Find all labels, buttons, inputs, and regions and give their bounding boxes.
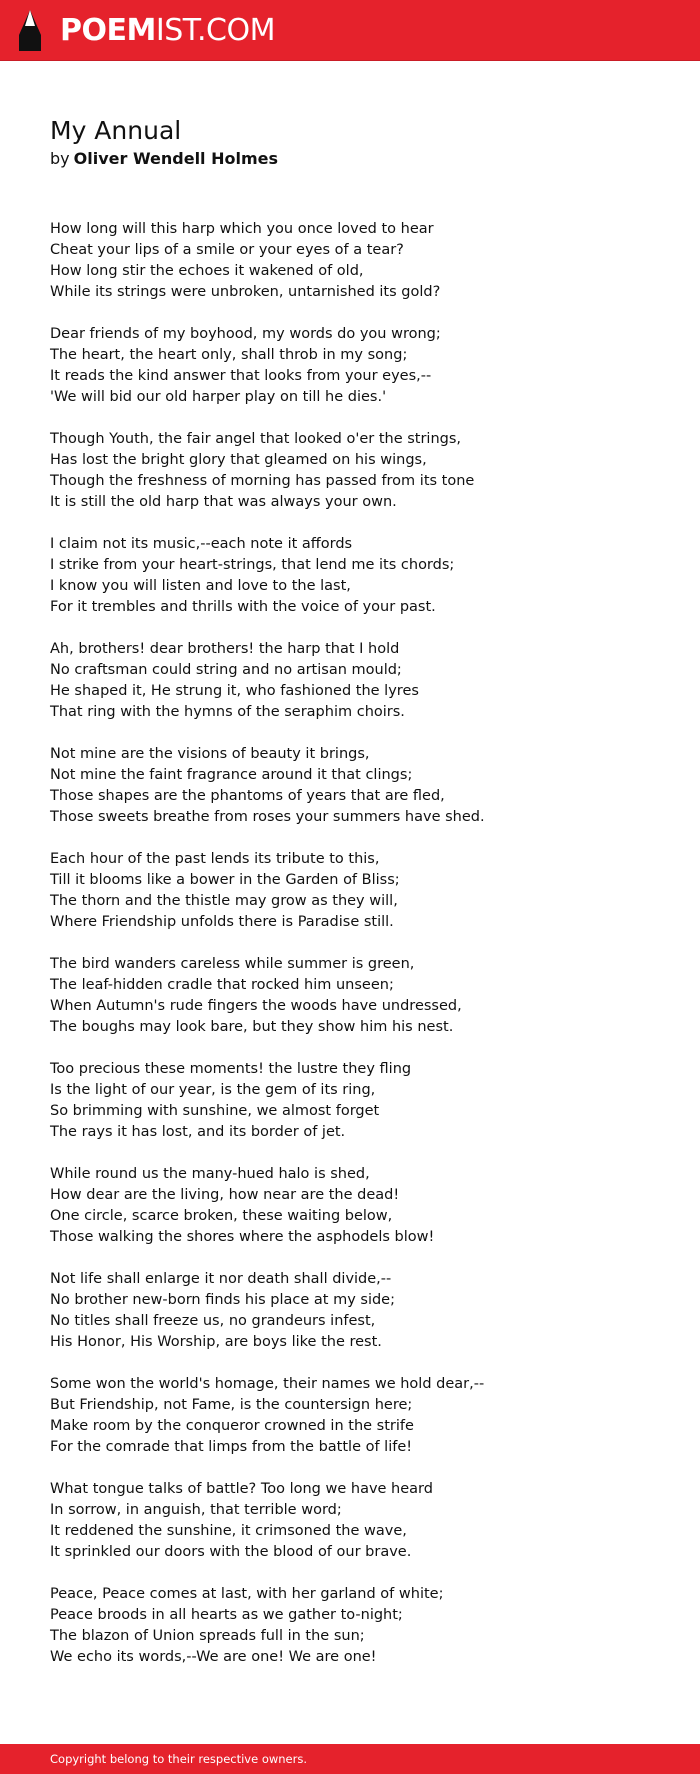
poem-line: 'We will bid our old harper play on till he dies.' [50,389,387,405]
poem-line: Is the light of our year, is the gem of its ring, [50,1082,376,1098]
poem-line: The thorn and the thistle may grow as they will, [50,893,398,909]
poem-line: One circle, scarce broken, these waiting below, [50,1208,393,1224]
poem-line: He shaped it, He strung it, who fashioned the lyres [50,683,419,699]
poem-line: What tongue talks of battle? Too long we have heard [50,1481,433,1497]
poem-line: Those shapes are the phantoms of years that are fled, [50,788,445,804]
poem-line: The heart, the heart only, shall throb in my song; [50,347,408,363]
poem-stanza [50,324,650,408]
poem-stanza [50,1164,650,1248]
poem-line: Cheat your lips of a smile or your eyes of a tear? [50,242,404,258]
poem-line: No craftsman could string and no artisan mould; [50,662,402,678]
poem-line: That ring with the hymns of the seraphim choirs. [50,704,405,720]
poem-line: Not life shall enlarge it nor death shall divide,-- [50,1271,392,1287]
poem-author: Oliver Wendell Holmes [73,149,279,168]
poem-line: It sprinkled our doors with the blood of our brave. [50,1544,412,1560]
poem-line: I strike from your heart-strings, that lend me its chords; [50,557,455,573]
poem-line: Has lost the bright glory that gleamed on his wings, [50,452,427,468]
poem-stanza [50,639,650,723]
poem-line: The blazon of Union spreads full in the sun; [50,1628,365,1644]
poem-stanza [50,534,650,618]
poem-line: Not mine are the visions of beauty it brings, [50,746,370,762]
poem-line: Though Youth, the fair angel that looked o'er the strings, [50,431,462,447]
poem-title: My Annual [50,116,182,145]
pen-nib-icon [16,9,44,53]
poem-stanza [50,1584,650,1668]
poem-line: The boughs may look bare, but they show him his nest. [50,1019,454,1035]
poem-line: Peace broods in all hearts as we gather to-night; [50,1607,403,1623]
poem-line: It reads the kind answer that looks from your eyes,-- [50,368,432,384]
poem-byline [50,148,650,170]
site-logo[interactable] [16,9,275,53]
poem-stanza [50,1479,650,1563]
site-header [0,0,700,61]
poem-line: But Friendship, not Fame, is the countersign here; [50,1397,413,1413]
poem-line: Peace, Peace comes at last, with her garland of white; [50,1586,444,1602]
poem-stanza [50,1269,650,1353]
poem-line: Make room by the conqueror crowned in the strife [50,1418,414,1434]
poem-stanza [50,429,650,513]
poem-stanza [50,1374,650,1458]
poem-line: Dear friends of my boyhood, my words do you wrong; [50,326,441,342]
poem-line: While its strings were unbroken, untarnished its gold? [50,284,441,300]
poem-line: In sorrow, in anguish, that terrible word; [50,1502,342,1518]
site-name-bold: POEM [60,13,156,48]
poem-line: No brother new-born finds his place at my side; [50,1292,395,1308]
site-footer [0,1744,700,1774]
poem-header [50,114,650,170]
poem-line: It is still the old harp that was always your own. [50,494,397,510]
poem-line: How dear are the living, how near are the dead! [50,1187,400,1203]
poem-line: Not mine the faint fragrance around it that clings; [50,767,413,783]
site-name [60,13,275,48]
poem-line: So brimming with sunshine, we almost forget [50,1103,380,1119]
copyright-notice: Copyright belong to their respective owners. [50,1752,308,1766]
poem-line: Too precious these moments! the lustre they fling [50,1061,412,1077]
poem-line: Each hour of the past lends its tribute to this, [50,851,380,867]
poem-line: Those walking the shores where the asphodels blow! [50,1229,435,1245]
poem-line: Till it blooms like a bower in the Garden of Bliss; [50,872,400,888]
poem-line: Some won the world's homage, their names we hold dear,-- [50,1376,485,1392]
poem-line: Though the freshness of morning has passed from its tone [50,473,475,489]
poem-line: Those sweets breathe from roses your summers have shed. [50,809,485,825]
poem-line: It reddened the sunshine, it crimsoned the wave, [50,1523,407,1539]
poem-line: Ah, brothers! dear brothers! the harp that I hold [50,641,400,657]
by-label: by [50,149,70,168]
poem-line: How long will this harp which you once loved to hear [50,221,434,237]
site-name-thin: IST.COM [155,13,275,48]
poem-stanza [50,1059,650,1143]
poem-line: For the comrade that limps from the battle of life! [50,1439,413,1455]
poem-line: While round us the many-hued halo is shed, [50,1166,370,1182]
poem-line: I claim not its music,--each note it affords [50,536,353,552]
poem-line: The bird wanders careless while summer is green, [50,956,415,972]
poem-stanza [50,219,650,303]
poem-line: I know you will listen and love to the last, [50,578,351,594]
poem-line: We echo its words,--We are one! We are one! [50,1649,377,1665]
poem-line: Where Friendship unfolds there is Paradise still. [50,914,394,930]
poem-line: When Autumn's rude fingers the woods have undressed, [50,998,462,1014]
poem-body [50,219,650,1689]
poem-stanza [50,849,650,933]
poem-stanza [50,744,650,828]
poem-line: How long stir the echoes it wakened of old, [50,263,364,279]
poem-stanza [50,954,650,1038]
poem-line: For it trembles and thrills with the voice of your past. [50,599,436,615]
poem-line: No titles shall freeze us, no grandeurs infest, [50,1313,376,1329]
poem-line: His Honor, His Worship, are boys like the rest. [50,1334,382,1350]
poem-line: The leaf-hidden cradle that rocked him unseen; [50,977,394,993]
poem-line: The rays it has lost, and its border of jet. [50,1124,346,1140]
